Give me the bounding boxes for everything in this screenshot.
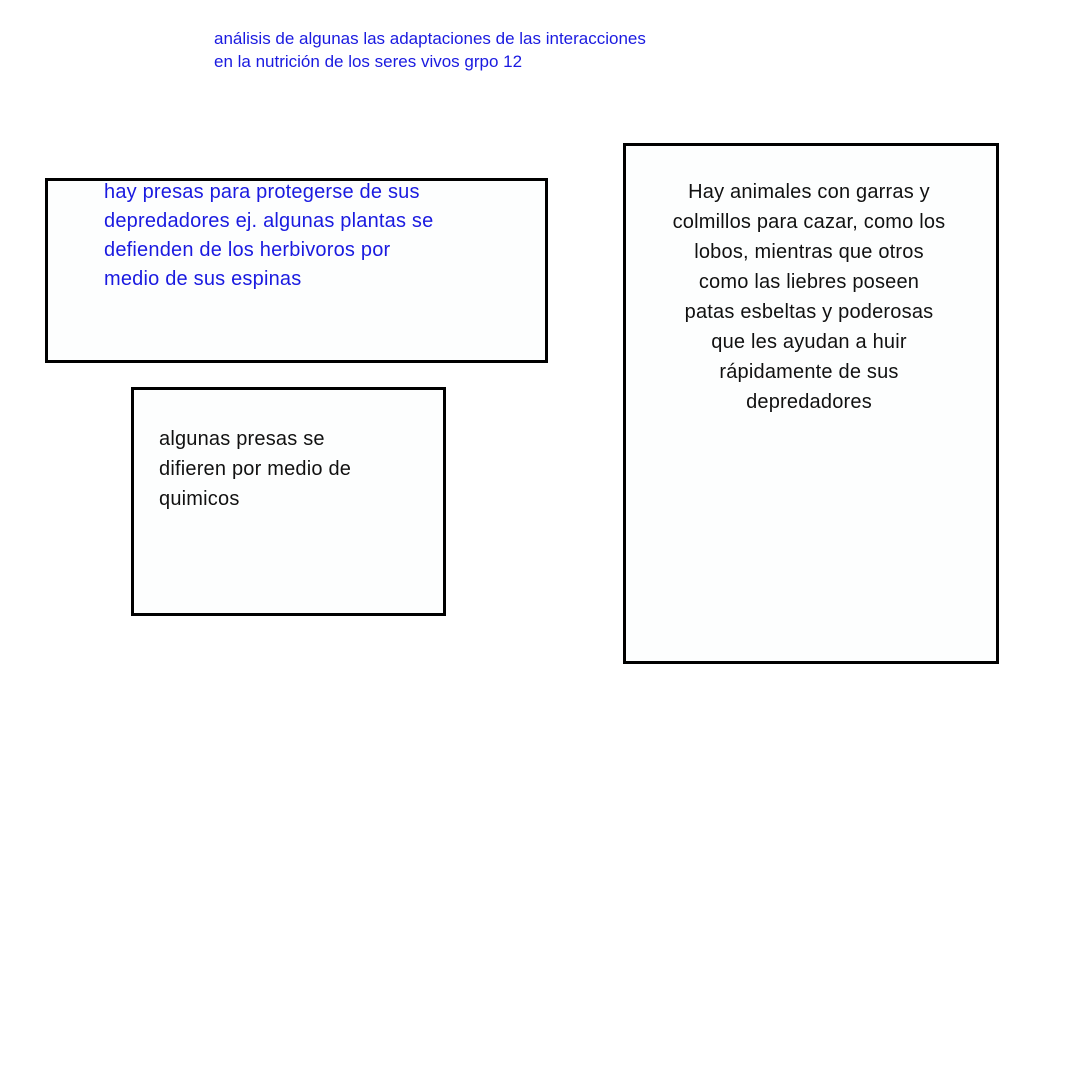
claws-legs-line-7: rápidamente de sus — [719, 361, 899, 383]
slide-title — [214, 27, 814, 73]
plant-spines-line-4: medio de sus espinas — [104, 268, 302, 290]
claws-legs-text — [636, 177, 982, 417]
chemicals-line-1: algunas presas se — [159, 428, 325, 450]
claws-legs-line-5: patas esbeltas y poderosas — [684, 301, 934, 323]
plant-spines-line-2: depredadores ej. algunas plantas se — [104, 210, 434, 232]
chemicals-line-3: quimicos — [159, 488, 240, 510]
claws-legs-line-8: depredadores — [746, 391, 872, 413]
chemicals-text — [159, 424, 429, 514]
claws-legs-line-2: colmillos para cazar, como los — [672, 211, 946, 233]
claws-legs-line-3: lobos, mientras que otros — [694, 241, 924, 263]
chemicals-line-2: difieren por medio de — [159, 458, 352, 480]
plant-spines-line-1: hay presas para protegerse de sus — [104, 181, 420, 203]
claws-legs-line-6: que les ayudan a huir — [711, 331, 907, 353]
plant-spines-text — [104, 178, 524, 294]
slide-title-line-2: en la nutrición de los seres vivos grpo 12 — [214, 52, 523, 71]
claws-legs-line-4: como las liebres poseen — [698, 271, 920, 293]
claws-legs-line-1: Hay animales con garras y — [688, 181, 930, 203]
slide-title-line-1: análisis de algunas las adaptaciones de las interacciones — [214, 29, 646, 48]
plant-spines-line-3: defienden de los herbivoros por — [104, 239, 391, 261]
